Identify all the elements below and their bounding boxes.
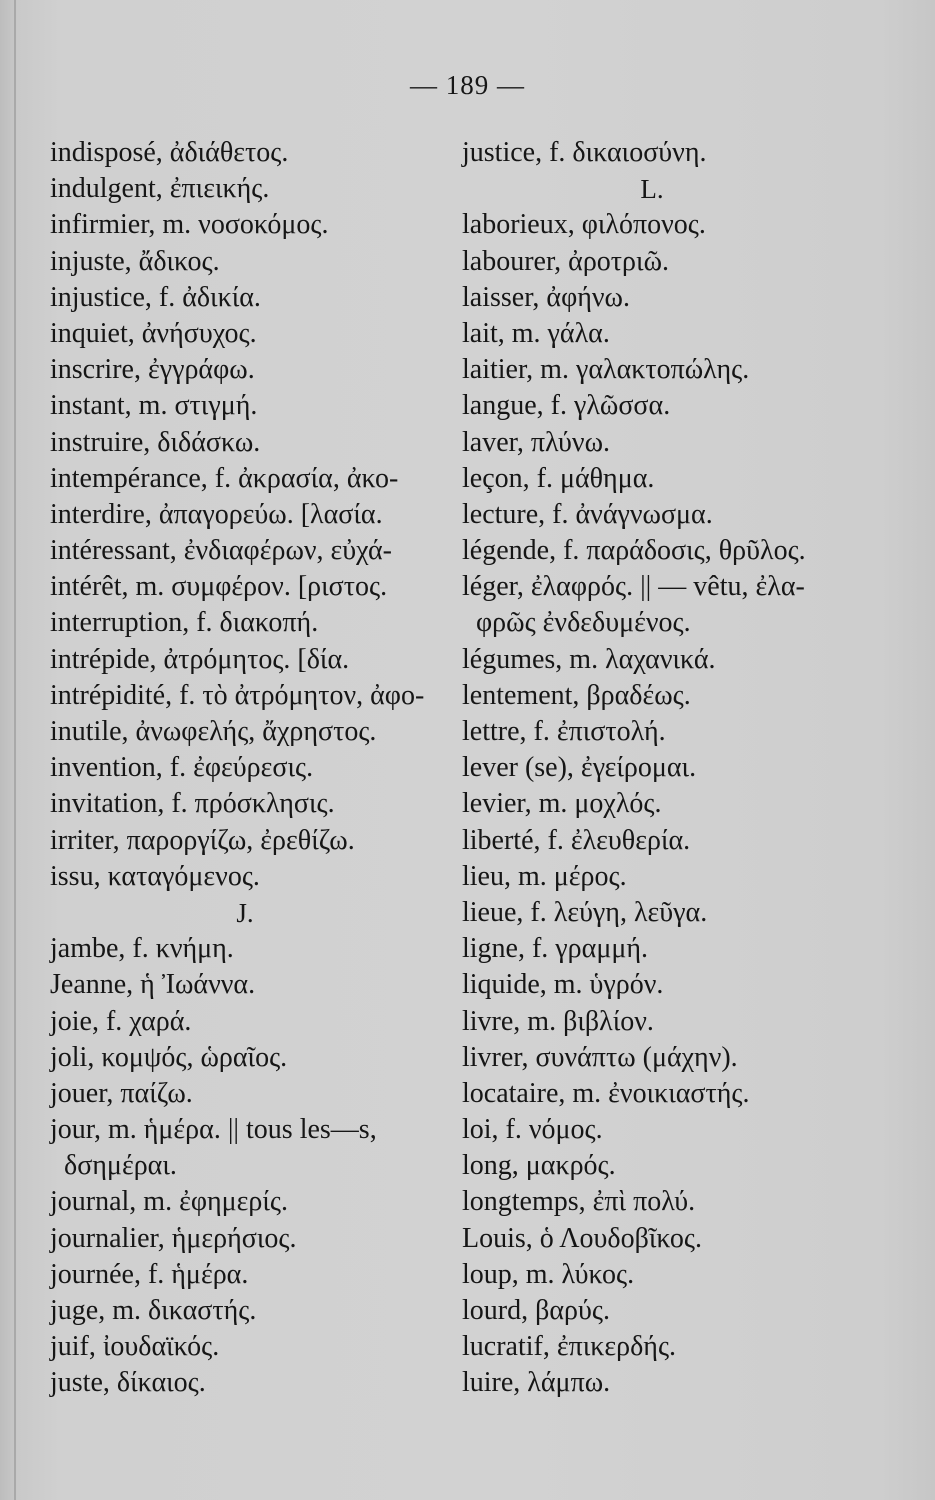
dictionary-entry: légende, f. παράδοσις, θρῦλος. xyxy=(462,535,806,567)
page-edge-shadow xyxy=(14,0,16,1500)
dictionary-entry: joli, κομψός, ὡραῖος. xyxy=(50,1041,288,1073)
dictionary-entry: justice, f. δικαιοσύνη. xyxy=(462,137,707,168)
dictionary-entry: loi, f. νόμος. xyxy=(462,1114,603,1146)
dictionary-entry: journée, f. ἡμέρα. xyxy=(50,1258,249,1290)
dictionary-entry: leçon, f. μάθημα. xyxy=(462,462,655,494)
dictionary-entry: liquide, m. ὑγρόν. xyxy=(462,969,664,1001)
dictionary-entry: jour, m. ἡμέρα. || tous les—s, xyxy=(50,1114,377,1146)
dictionary-entry: invitation, f. πρόσκλησις. xyxy=(50,788,335,820)
dictionary-entry: légumes, m. λαχανικά. xyxy=(462,643,716,675)
right-column xyxy=(462,135,882,1402)
dictionary-entry: lieue, f. λεύγη, λεῦγα. xyxy=(462,896,708,928)
dictionary-entry: irriter, παροργίζω, ἐρεθίζω. xyxy=(50,824,355,856)
dictionary-entry: langue, f. γλῶσσα. xyxy=(462,390,671,422)
dictionary-entry: inquiet, ἀνήσυχος. xyxy=(50,317,257,349)
entries-i-list xyxy=(50,135,450,895)
dictionary-entry: indulgent, ἐπιεικής. xyxy=(50,173,270,205)
dictionary-entry: intéressant, ἐνδιαφέρων, εὐχά- xyxy=(50,535,392,567)
dictionary-entry: lucratif, ἐπικερδής. xyxy=(462,1331,677,1363)
dictionary-entry: lever (se), ἐγείρομαι. xyxy=(462,752,697,784)
dictionary-entry: journal, m. ἐφημερίς. xyxy=(50,1186,289,1218)
dictionary-entry: ligne, f. γραμμή. xyxy=(462,933,648,965)
dictionary-entry: locataire, m. ἐνοικιαστής. xyxy=(462,1077,750,1109)
dictionary-entry: loup, m. λύκος. xyxy=(462,1258,635,1290)
dictionary-entry: longtemps, ἐπὶ πολύ. xyxy=(462,1186,696,1218)
dictionary-entry: injuste, ἄδικος. xyxy=(50,245,220,277)
dictionary-entry: lentement, βραδέως. xyxy=(462,679,691,711)
dictionary-entry: intérêt, m. συμφέρον. [ριστος. xyxy=(50,571,388,603)
dictionary-entry: φρῶς ἐνδεδυμένος. xyxy=(476,607,691,639)
dictionary-entry: léger, ἐλαφρός. || — vêtu, ἐλα- xyxy=(462,571,805,603)
dictionary-entry: indisposé, ἀδιάθετος. xyxy=(50,137,289,168)
dictionary-entry: issu, καταγόμενος. xyxy=(50,860,260,892)
dictionary-entry: lecture, f. ἀνάγνωσμα. xyxy=(462,498,713,530)
page-number: — 189 — xyxy=(410,70,525,100)
dictionary-entry: lourd, βαρύς. xyxy=(462,1295,610,1326)
section-heading-j: J. xyxy=(236,897,254,928)
dictionary-entry: injustice, f. ἀδικία. xyxy=(50,281,261,313)
dictionary-entry: juge, m. δικαστής. xyxy=(50,1295,257,1326)
dictionary-entry: luire, λάμπω. xyxy=(462,1367,611,1399)
dictionary-entry: instant, m. στιγμή. xyxy=(50,390,258,422)
dictionary-entry: laitier, m. γαλακτοπώλης. xyxy=(462,354,750,386)
dictionary-entry: inutile, ἀνωφελής, ἄχρηστος. xyxy=(50,716,377,747)
dictionary-entry: intrépide, ἀτρόμητος. [δία. xyxy=(50,643,350,675)
dictionary-entry: joie, f. χαρά. xyxy=(50,1005,192,1037)
dictionary-entry: livrer, συνάπτω (μάχην). xyxy=(462,1041,738,1073)
dictionary-entry: interruption, f. διακοπή. xyxy=(50,607,319,639)
dictionary-entry: labourer, ἀροτριῶ. xyxy=(462,245,669,277)
left-column xyxy=(50,135,450,1402)
dictionary-entry: lieu, m. μέρος. xyxy=(462,860,627,892)
entries-l-list xyxy=(462,207,882,1401)
dictionary-entry: instruire, διδάσκω. xyxy=(50,426,261,458)
dictionary-entry: livre, m. βιβλίον. xyxy=(462,1005,654,1037)
dictionary-entry: δσημέραι. xyxy=(64,1150,177,1182)
dictionary-entry: jouer, παίζω. xyxy=(50,1077,193,1109)
dictionary-entry: liberté, f. ἐλευθερία. xyxy=(462,824,691,856)
dictionary-entry: invention, f. ἐφεύρεσις. xyxy=(50,752,314,784)
dictionary-entry: long, μακρός. xyxy=(462,1150,616,1182)
entries-j-list xyxy=(50,931,450,1401)
dictionary-entry: lait, m. γάλα. xyxy=(462,317,610,349)
dictionary-entry: intempérance, f. ἀκρασία, ἀκο- xyxy=(50,462,399,494)
dictionary-entry: levier, m. μοχλός. xyxy=(462,788,662,820)
dictionary-entry: infirmier, m. νοσοκόμος. xyxy=(50,209,329,241)
dictionary-entry: inscrire, ἐγγράφω. xyxy=(50,354,255,386)
dictionary-entry: intrépidité, f. τὸ ἀτρόμητον, ἀφο- xyxy=(50,679,425,711)
dictionary-entry: lettre, f. ἐπιστολή. xyxy=(462,716,666,747)
dictionary-entry: juste, δίκαιος. xyxy=(50,1367,206,1399)
dictionary-entry: journalier, ἡμερήσιος. xyxy=(50,1222,297,1254)
dictionary-entry: juif, ἰουδαϊκός. xyxy=(50,1331,220,1363)
section-heading-l: L. xyxy=(640,174,664,205)
dictionary-entry: Jeanne, ἡ Ἰωάννα. xyxy=(50,969,256,1001)
dictionary-entry: laver, πλύνω. xyxy=(462,426,610,458)
entries-j-continued-list xyxy=(462,135,882,171)
dictionary-entry: Louis, ὁ Λουδοβῖκος. xyxy=(462,1222,702,1254)
dictionary-entry: interdire, ἀπαγορεύω. [λασία. xyxy=(50,498,383,530)
dictionary-entry: jambe, f. κνήμη. xyxy=(50,933,234,965)
dictionary-entry: laborieux, φιλόπονος. xyxy=(462,209,706,241)
dictionary-entry: laisser, ἀφήνω. xyxy=(462,281,630,313)
